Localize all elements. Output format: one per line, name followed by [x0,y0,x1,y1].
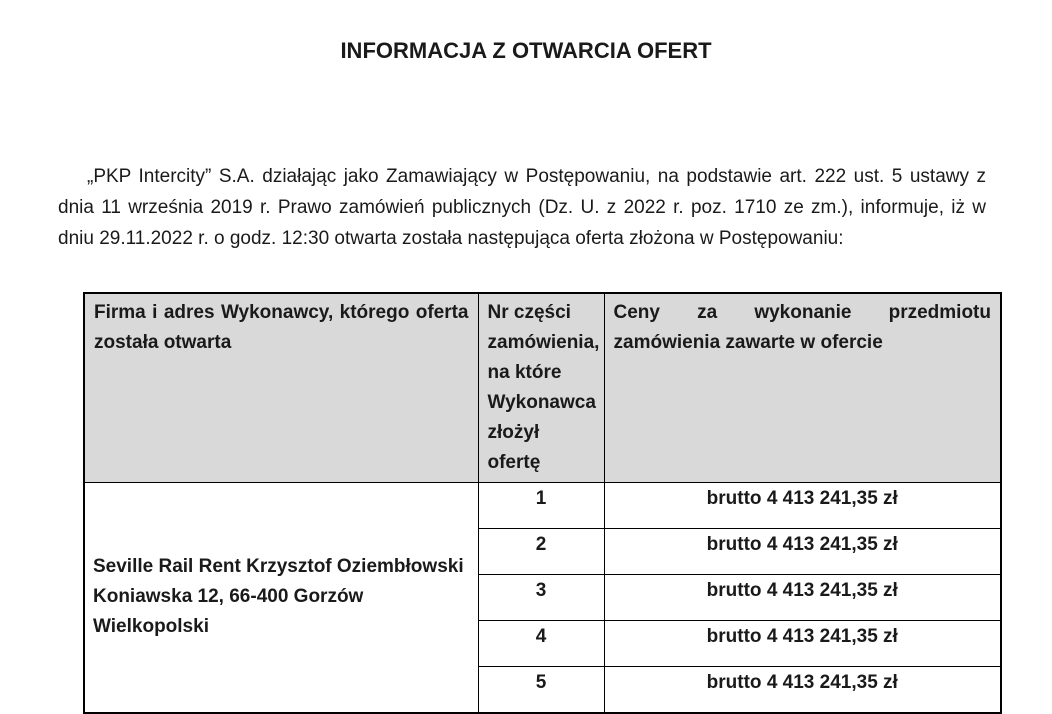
contractor-address: Koniawska 12, 66-400 Gorzów Wielkopolski [93,586,364,638]
price-cell: brutto 4 413 241,35 zł [604,621,1001,667]
page-title: INFORMACJA Z OTWARCIA OFERT [340,38,712,63]
table-row [84,483,1001,529]
part-number-cell: 4 [478,621,604,667]
col-header-part-number: Nr części zamówienia, na które Wykonawca złożył ofertę [478,293,604,483]
part-number-cell: 5 [478,667,604,713]
header-row [84,293,1001,483]
price-cell: brutto 4 413 241,35 zł [604,483,1001,529]
offers-table-header [84,293,1001,483]
col-header-price: Ceny za wykonanie przedmiotu zamówienia zawarte w ofercie [604,293,1001,483]
offers-table-body [84,483,1001,713]
price-cell: brutto 4 413 241,35 zł [604,529,1001,575]
intro-paragraph: „PKP Intercity” S.A. działając jako Zamawiający w Postępowaniu, na podstawie art. 222 ust. 5 ustawy z dnia 11 września 2019 r. Prawo zamówień publicznych (Dz. U. z 2022 r. poz. 1710 ze zm.), informuje, iż w dniu 29.11.2022 r. o godz. 12:30 otwarta została następująca oferta złożona w Postępowaniu: [58,166,986,249]
part-number-cell: 1 [478,483,604,529]
price-cell: brutto 4 413 241,35 zł [604,667,1001,713]
part-number-cell: 3 [478,575,604,621]
contractor-name: Seville Rail Rent Krzysztof Oziembłowski [93,556,464,578]
offers-table [83,292,1002,714]
col-header-contractor: Firma i adres Wykonawcy, którego oferta została otwarta [84,293,478,483]
part-number-cell: 2 [478,529,604,575]
price-cell: brutto 4 413 241,35 zł [604,575,1001,621]
contractor-cell [84,483,478,713]
